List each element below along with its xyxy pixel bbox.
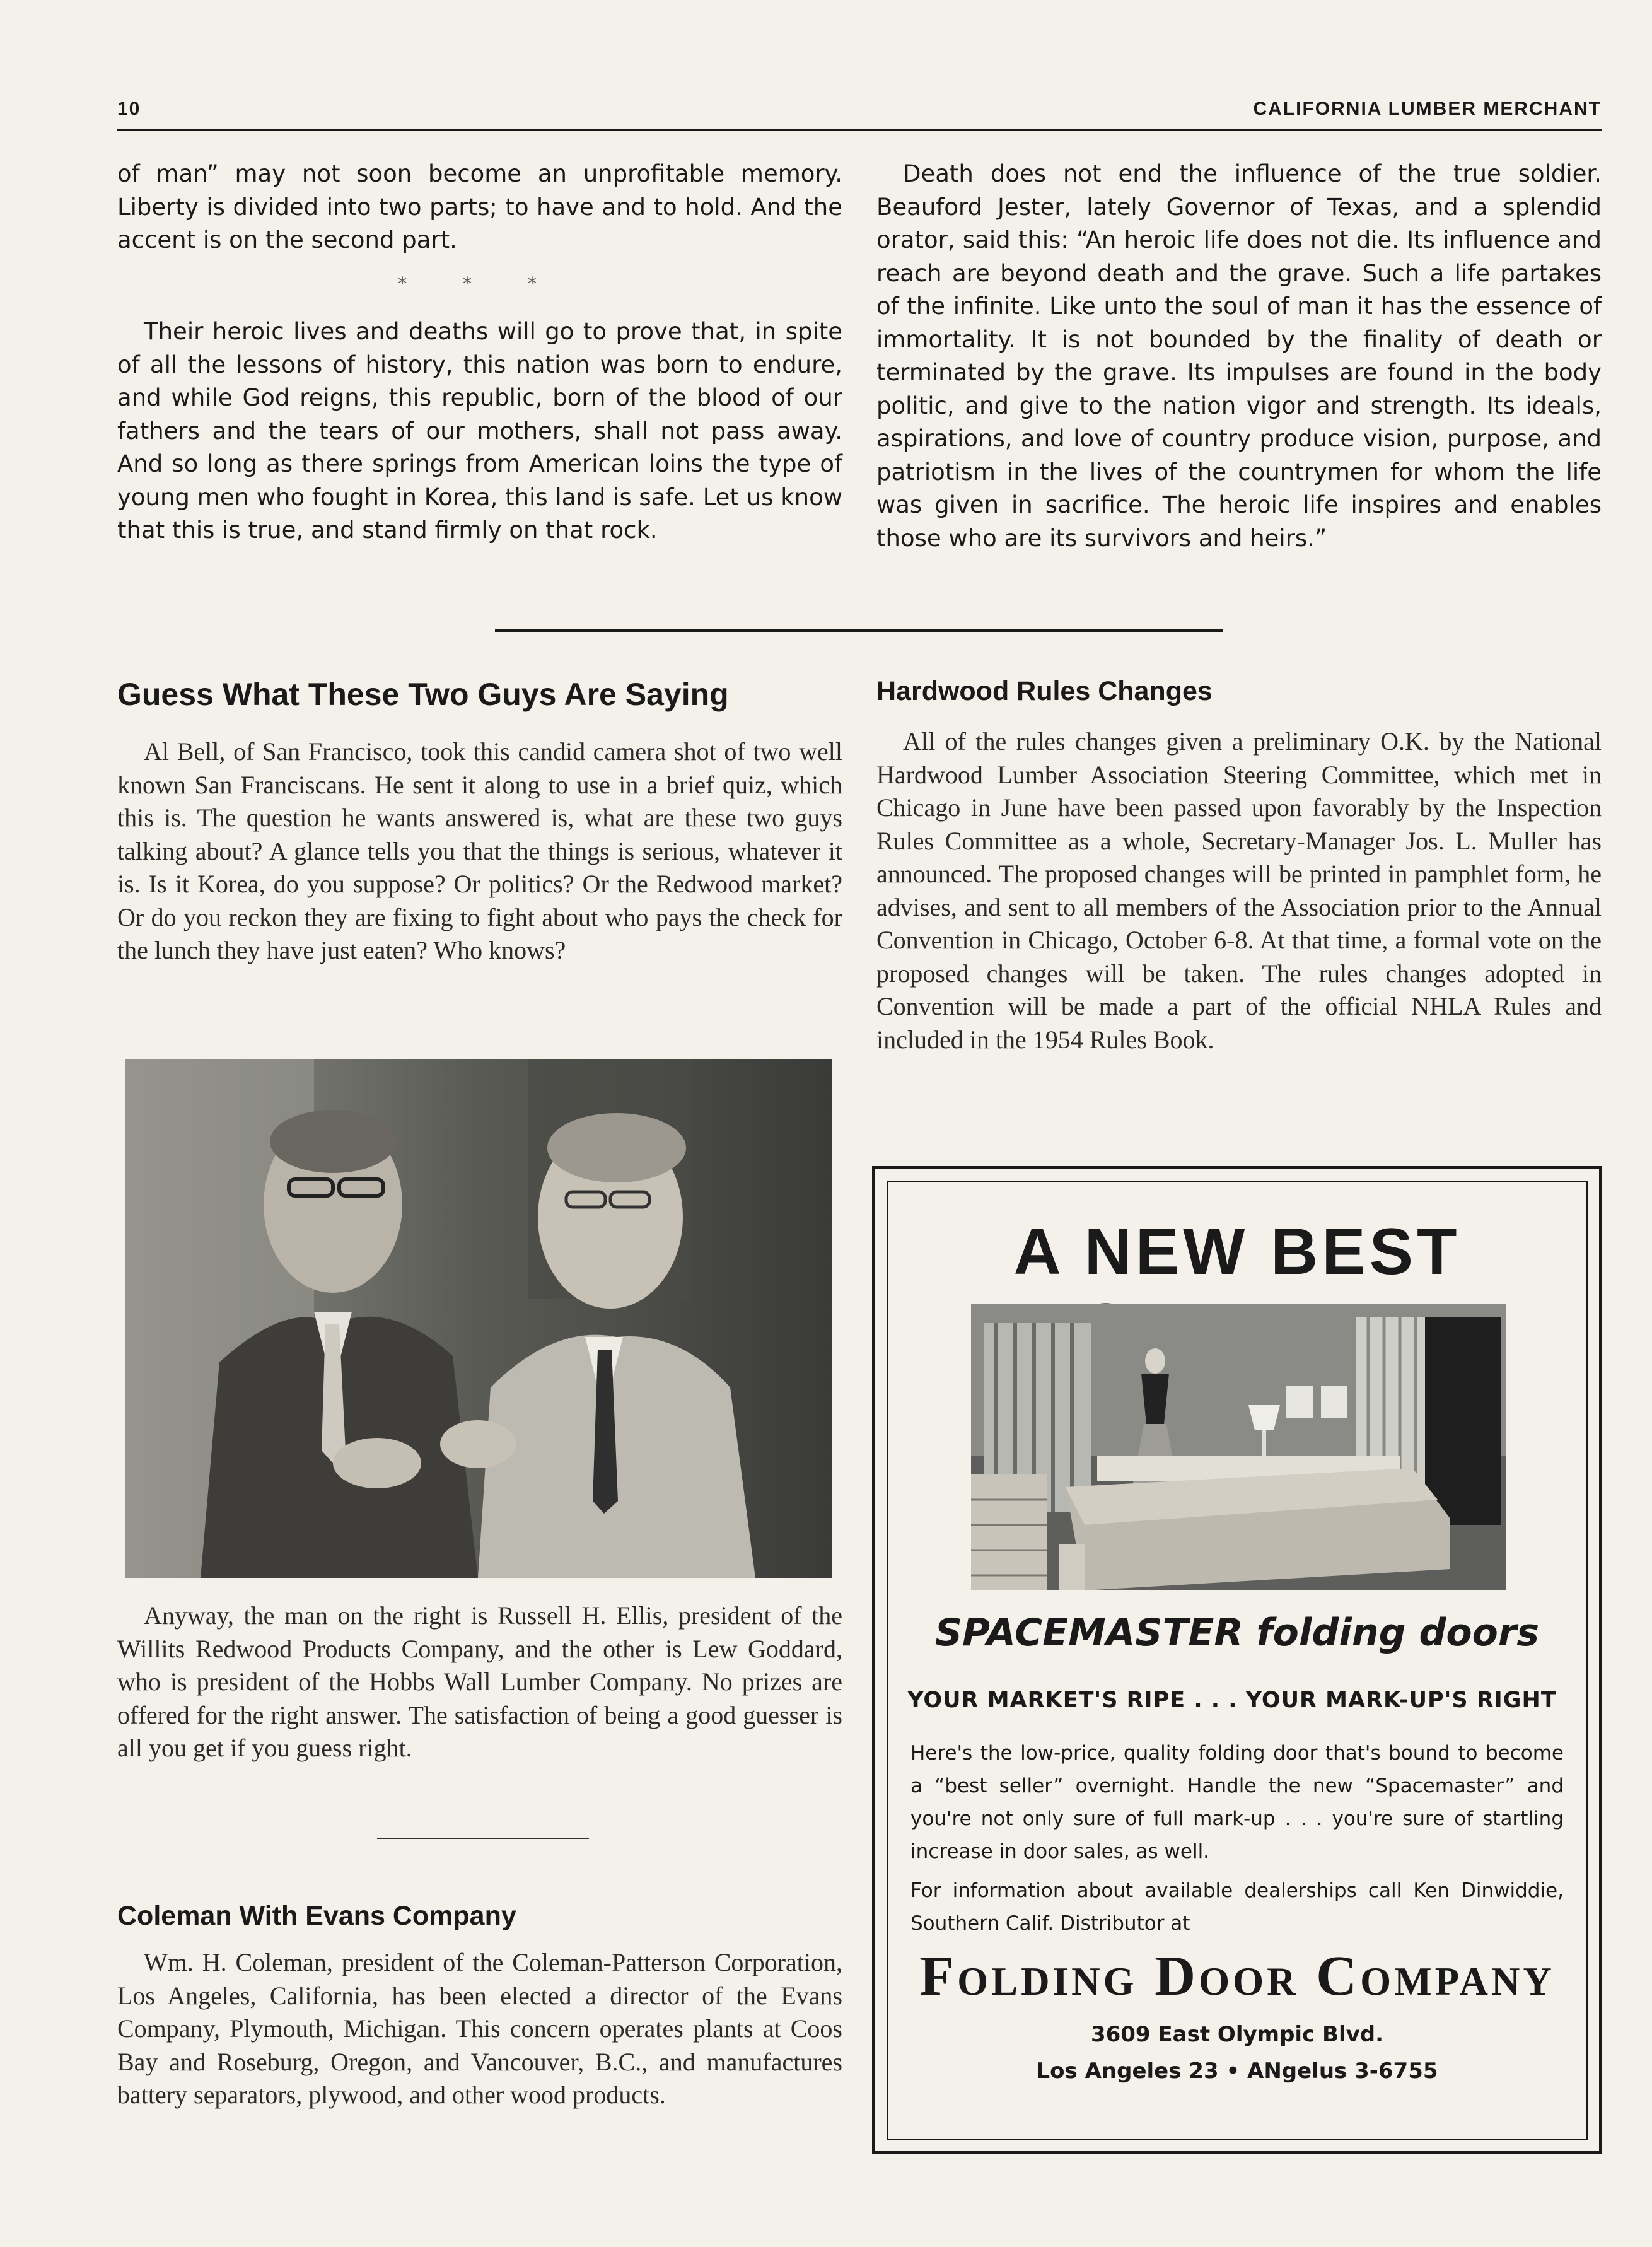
coleman-article xyxy=(117,1946,842,2112)
guess-headline: Guess What These Two Guys Are Saying xyxy=(117,677,729,712)
spacemaster-advertisement xyxy=(872,1166,1602,2154)
ad-paragraph: For information about available dealerships call Ken Dinwiddie, Southern Calif. Distributor at xyxy=(910,1879,1564,1935)
photo-caption-article xyxy=(117,1599,842,1765)
running-header xyxy=(117,95,1602,126)
ad-paragraph: Here's the low-price, quality folding door that's bound to become a “best seller” overnight. Handle the new “Spacemaster” and you're not only sure of full mark-up . . . you're sure of startling increase in door sales, as well. xyxy=(910,1742,1564,1863)
ad-company-name: Folding Door Company xyxy=(919,1945,1555,2007)
article-paragraph: Death does not end the influence of the true soldier. Beauford Jester, lately Governor of Texas, and a splendid orator, said this: “An heroic life does not die. Its influence and reach are beyond death and the grave. Such a life partakes of the infinite. Like unto the soul of man it has the essence of immortality. It is not bounded by the finality of death or terminated by the grave. Its impulses are found in the body politic, and give to the nation vigor and strength. Its ideals, aspirations, and love of country produce vision, purpose, and patriotism in the lives of the countrymen for whom the life was given in sacrifice. The heroic life inspires and enables those who are its survivors and heirs.” xyxy=(876,160,1602,552)
section-separator: * * * xyxy=(398,272,562,294)
header-rule xyxy=(117,129,1602,131)
article-paragraph: Wm. H. Coleman, president of the Coleman-Patterson Corporation, Los Angeles, California, has been elected a director of the Evans Company, Plymouth, Michigan. This concern operates plants at Coos Bay and Roseburg, Oregon, and Vancouver, B.C., and manufactures battery separators, plywood, and other wood products. xyxy=(117,1948,842,2109)
hardwood-article xyxy=(876,725,1602,1056)
ad-address: 3609 East Olympic Blvd. xyxy=(1090,2022,1384,2047)
bedroom-photo xyxy=(971,1304,1506,1590)
article-paragraph: Anyway, the man on the right is Russell H. Ellis, president of the Willits Redwood Products Company, and the other is Lew Goddard, who is president of the Hobbs Wall Lumber Company. No prizes are offered for the right answer. The satisfaction of being a good guesser is all you get if you guess right. xyxy=(117,1601,842,1762)
ad-city-phone: Los Angeles 23 • ANgelus 3-6755 xyxy=(1036,2058,1438,2084)
short-divider xyxy=(377,1838,589,1839)
ad-body xyxy=(910,1737,1564,1940)
article-paragraph: All of the rules changes given a preliminary O.K. by the National Hardwood Lumber Association Steering Committee, which met in Chicago in June have been passed upon favorably by the Inspection Rules Committee as a whole, Secretary-Manager Jos. L. Muller has announced. The proposed changes will be printed in pamphlet form, he advises, and sent to all members of the Association prior to the Annual Convention in Chicago, October 6-8. At that time, a formal vote on the proposed changes will be taken. The rules changes adopted in Convention will be made a part of the official NHLA Rules and included in the 1954 Rules Book. xyxy=(876,727,1602,1054)
ad-tagline: YOUR MARKET'S RIPE . . . YOUR MARK-UP'S RIGHT xyxy=(907,1688,1557,1713)
two-men-photo xyxy=(125,1059,832,1578)
page-number: 10 xyxy=(117,98,141,119)
continued-article-left xyxy=(117,158,842,547)
hardwood-headline: Hardwood Rules Changes xyxy=(876,676,1213,706)
continued-article-right xyxy=(876,158,1602,555)
ad-product-name: SPACEMASTER folding doors xyxy=(934,1611,1540,1655)
article-paragraph: of man” may not soon become an unprofitable memory. Liberty is divided into two parts; to have and to hold. And the accent is on the second part. xyxy=(117,160,842,254)
article-paragraph: Al Bell, of San Francisco, took this candid camera shot of two well known San Franciscans. He sent it along to use in a brief quiz, which this is. The question he wants answered is, what are these two guys talking about? A glance tells you that the things is serious, whatever it is. Is it Korea, do you suppose? Or politics? Or the Redwood market? Or do you reckon they are fixing to fight about who pays the check for the lunch they have just eaten? Who knows? xyxy=(117,737,842,964)
guess-article xyxy=(117,735,842,967)
publication-title: CALIFORNIA LUMBER MERCHANT xyxy=(1253,98,1602,119)
coleman-headline: Coleman With Evans Company xyxy=(117,1901,516,1931)
article-paragraph: Their heroic lives and deaths will go to prove that, in spite of all the lessons of history, this nation was born to endure, and while God reigns, this republic, born of the blood of our fathers and the tears of our mothers, shall not pass away. And so long as there springs from American loins the type of young men who fought in Korea, this land is safe. Let us know that this is true, and stand firmly on that rock. xyxy=(117,318,842,544)
section-divider xyxy=(495,629,1223,632)
ad-title: A NEW BEST xyxy=(1013,1215,1461,1288)
